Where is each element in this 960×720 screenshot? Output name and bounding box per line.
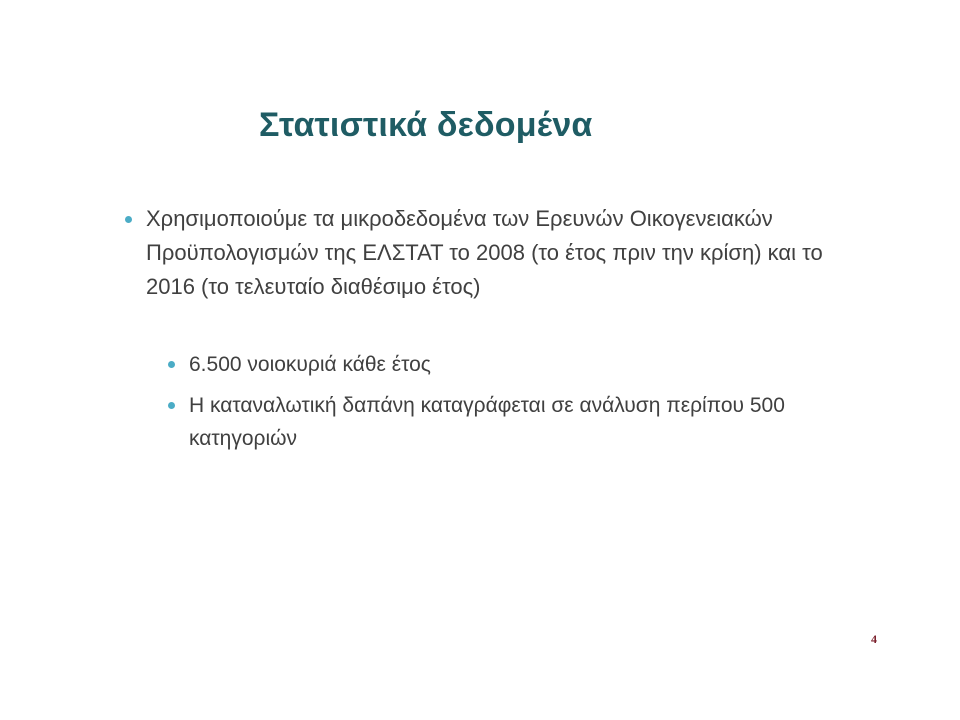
sub-bullet-list <box>165 348 805 463</box>
sub-bullet-text: 6.500 νοιοκυριά κάθε έτος <box>189 353 431 376</box>
slide-title: Στατιστικά δεδομένα <box>259 106 593 144</box>
bullet-dot-icon <box>125 216 132 223</box>
page-number: 4 <box>871 632 877 646</box>
sub-bullet-item <box>165 348 805 381</box>
bullet-item <box>121 202 841 304</box>
bullet-text: Χρησιμοποιούμε τα μικροδεδομένα των Ερευνών Οικογενειακών Προϋπολογισμών της ΕΛΣΤΑΤ το 2008 (το έτος πριν την κρίση) και το 2016 (το τελευταίο διαθέσιμο έτος) <box>146 206 823 299</box>
sub-bullet-text: Η καταναλωτική δαπάνη καταγράφεται σε ανάλυση περίπου 500 κατηγοριών <box>189 394 785 450</box>
main-bullet-list <box>121 202 841 304</box>
sub-bullet-item <box>165 389 805 455</box>
bullet-dot-icon <box>168 361 175 368</box>
bullet-dot-icon <box>168 402 175 409</box>
